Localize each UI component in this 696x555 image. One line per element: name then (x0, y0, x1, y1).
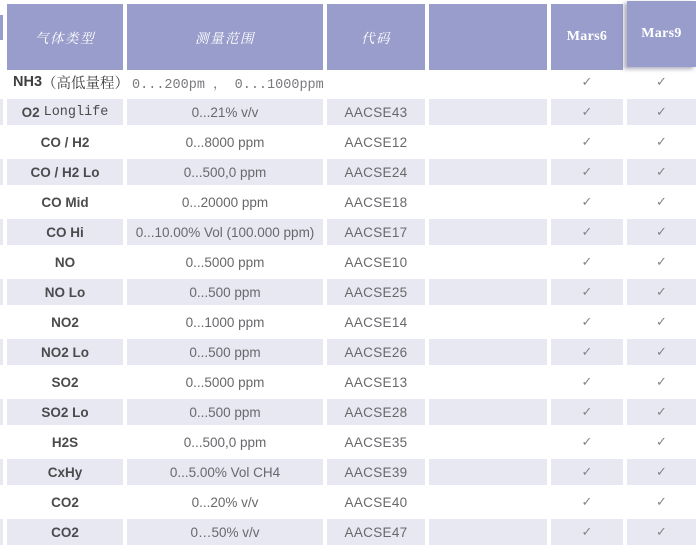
code-cell: AACSE14 (344, 314, 408, 330)
code-cell: AACSE10 (344, 254, 408, 270)
row-left-sliver (0, 277, 3, 307)
code-cell: AACSE18 (344, 194, 408, 210)
table-row-no2 (0, 307, 696, 337)
range-cell: 0...5000 ppm (185, 254, 265, 270)
range-cell: 0...500 ppm (127, 337, 323, 367)
column-header-gas-type: 气体类型 (7, 4, 123, 70)
code-cell: AACSE17 (327, 217, 425, 247)
gas-cell: CO Mid (41, 194, 89, 210)
mars9-check-icon: ✓ (656, 434, 667, 449)
gas-cell: CxHy (7, 457, 123, 487)
mars9-check-icon: ✓ (656, 254, 667, 269)
code-cell: AACSE39 (327, 457, 425, 487)
mars9-check-icon: ✓ (656, 314, 667, 329)
column-header-mars6: Mars6 (551, 4, 623, 70)
mars6-check-icon: ✓ (551, 517, 623, 547)
mars6-check-icon: ✓ (581, 374, 593, 389)
empty-cell (429, 487, 547, 517)
row-left-sliver (0, 397, 3, 427)
range-cell: 0...10.00% Vol (100.000 ppm) (127, 217, 323, 247)
empty-cell (429, 277, 547, 307)
gas-cell: NO (54, 254, 76, 270)
mars9-check-icon: ✓ (656, 74, 667, 89)
nh3-description (7, 67, 547, 97)
row-left-sliver (0, 127, 3, 157)
row-left-sliver (0, 247, 3, 277)
mars6-check-icon: ✓ (581, 254, 593, 269)
mars9-check-icon: ✓ (656, 134, 667, 149)
empty-cell (429, 247, 547, 277)
table-row-so2-lo (0, 397, 696, 427)
code-cell: AACSE47 (327, 517, 425, 547)
empty-cell (429, 517, 547, 547)
row-left-sliver (0, 67, 3, 97)
gas-cell: CO2 (7, 517, 123, 547)
column-header-range: 测量范围 (127, 4, 323, 70)
row-left-sliver (0, 97, 3, 127)
mars9-check-icon: ✓ (627, 457, 696, 487)
mars6-check-icon: ✓ (581, 194, 593, 209)
table-row-no-lo (0, 277, 696, 307)
mars9-check-icon: ✓ (656, 374, 667, 389)
row-left-sliver (0, 457, 3, 487)
table-row-co-h2-lo (0, 157, 696, 187)
table-row-co-h2 (0, 127, 696, 157)
empty-cell (429, 427, 547, 457)
gas-cell: CO / H2 (40, 134, 90, 150)
empty-cell (429, 397, 547, 427)
mars9-check-icon: ✓ (627, 277, 696, 307)
mars6-check-icon: ✓ (551, 277, 623, 307)
range-cell: 0...500 ppm (127, 397, 323, 427)
empty-cell (429, 457, 547, 487)
mars9-check-icon: ✓ (656, 194, 667, 209)
mars6-check-icon: ✓ (551, 457, 623, 487)
mars9-check-icon: ✓ (627, 397, 696, 427)
range-cell: 0...21% v/v (127, 97, 323, 127)
column-header-empty (429, 4, 547, 70)
row-left-sliver (0, 217, 3, 247)
code-cell: AACSE13 (344, 374, 408, 390)
mars6-check-icon: ✓ (551, 397, 623, 427)
mars9-check-icon: ✓ (627, 517, 696, 547)
mars9-check-icon: ✓ (627, 217, 696, 247)
code-cell: AACSE40 (344, 494, 408, 510)
empty-cell (429, 217, 547, 247)
gas-cell: NO2 (51, 314, 79, 330)
mars6-check-icon: ✓ (581, 134, 593, 149)
gas-cell: H2S (51, 434, 79, 450)
table-row-co-hi (0, 217, 696, 247)
code-cell: AACSE28 (327, 397, 425, 427)
empty-cell (429, 97, 547, 127)
gas-cell: CO / H2 Lo (7, 157, 123, 187)
gas-cell: SO2 Lo (7, 397, 123, 427)
table-row-co2-50 (0, 517, 696, 547)
range-cell: 0...1000 ppm (185, 314, 265, 330)
range-cell: 0...5.00% Vol CH4 (127, 457, 323, 487)
table-row-no2-lo (0, 337, 696, 367)
mars9-check-icon: ✓ (627, 97, 696, 127)
empty-cell (429, 187, 547, 217)
code-cell: AACSE12 (344, 134, 408, 150)
range-cell: 0...500 ppm (127, 277, 323, 307)
gas-cell: NO Lo (7, 277, 123, 307)
mars6-check-icon: ✓ (581, 314, 593, 329)
empty-cell (429, 367, 547, 397)
code-cell: AACSE43 (327, 97, 425, 127)
table-row-h2s (0, 427, 696, 457)
range-cell: 0...20000 ppm (181, 194, 269, 210)
table-row-co-mid (0, 187, 696, 217)
table-row-o2-longlife (0, 97, 696, 127)
range-cell: 0...5000 ppm (185, 374, 265, 390)
table-body (0, 67, 696, 547)
mars6-check-icon: ✓ (551, 157, 623, 187)
range-value: 0...200pm ， 0...1000ppm (132, 77, 324, 93)
code-cell: AACSE35 (344, 434, 408, 450)
header-left-sliver (0, 4, 3, 70)
row-left-sliver (0, 157, 3, 187)
table-row-no (0, 247, 696, 277)
row-left-sliver (0, 307, 3, 337)
range-cell: 0...8000 ppm (185, 134, 265, 150)
row-left-sliver (0, 427, 3, 457)
range-cell: 0...20% v/v (191, 494, 259, 510)
mars6-check-icon: ✓ (581, 74, 593, 89)
empty-cell (429, 337, 547, 367)
gas-cell: NO2 Lo (7, 337, 123, 367)
row-left-sliver (0, 487, 3, 517)
table-header (0, 4, 696, 64)
code-cell: AACSE24 (327, 157, 425, 187)
range-cell: 0…50% v/v (127, 517, 323, 547)
empty-cell (429, 307, 547, 337)
table-row-so2 (0, 367, 696, 397)
gas-cell: SO2 (51, 374, 79, 390)
gas-cell: CO Hi (7, 217, 123, 247)
mars6-check-icon: ✓ (581, 434, 593, 449)
column-header-mars9: Mars9 (627, 1, 696, 67)
gas-label: NH3 (13, 74, 43, 90)
empty-cell (429, 127, 547, 157)
gas-cell: CO2 (51, 494, 79, 510)
range-cell: 0...500,0 ppm (127, 157, 323, 187)
gas-cell: O2 Longlife (7, 97, 123, 127)
row-left-sliver (0, 367, 3, 397)
code-cell: AACSE26 (327, 337, 425, 367)
mars9-check-icon: ✓ (627, 157, 696, 187)
empty-cell (429, 157, 547, 187)
row-left-sliver (0, 517, 3, 547)
table-row-co2-20 (0, 487, 696, 517)
table-row-nh3 (0, 67, 696, 97)
mars9-check-icon: ✓ (656, 494, 667, 509)
mars6-check-icon: ✓ (551, 97, 623, 127)
mars9-check-icon: ✓ (627, 337, 696, 367)
table-row-cxhy (0, 457, 696, 487)
column-header-code: 代码 (327, 4, 425, 70)
gas-qualifier: （高低量程） (42, 75, 130, 92)
code-cell: AACSE25 (327, 277, 425, 307)
mars6-check-icon: ✓ (551, 217, 623, 247)
row-left-sliver (0, 187, 3, 217)
row-left-sliver (0, 337, 3, 367)
mars6-check-icon: ✓ (551, 337, 623, 367)
range-cell: 0...500,0 ppm (183, 434, 267, 450)
mars6-check-icon: ✓ (581, 494, 593, 509)
